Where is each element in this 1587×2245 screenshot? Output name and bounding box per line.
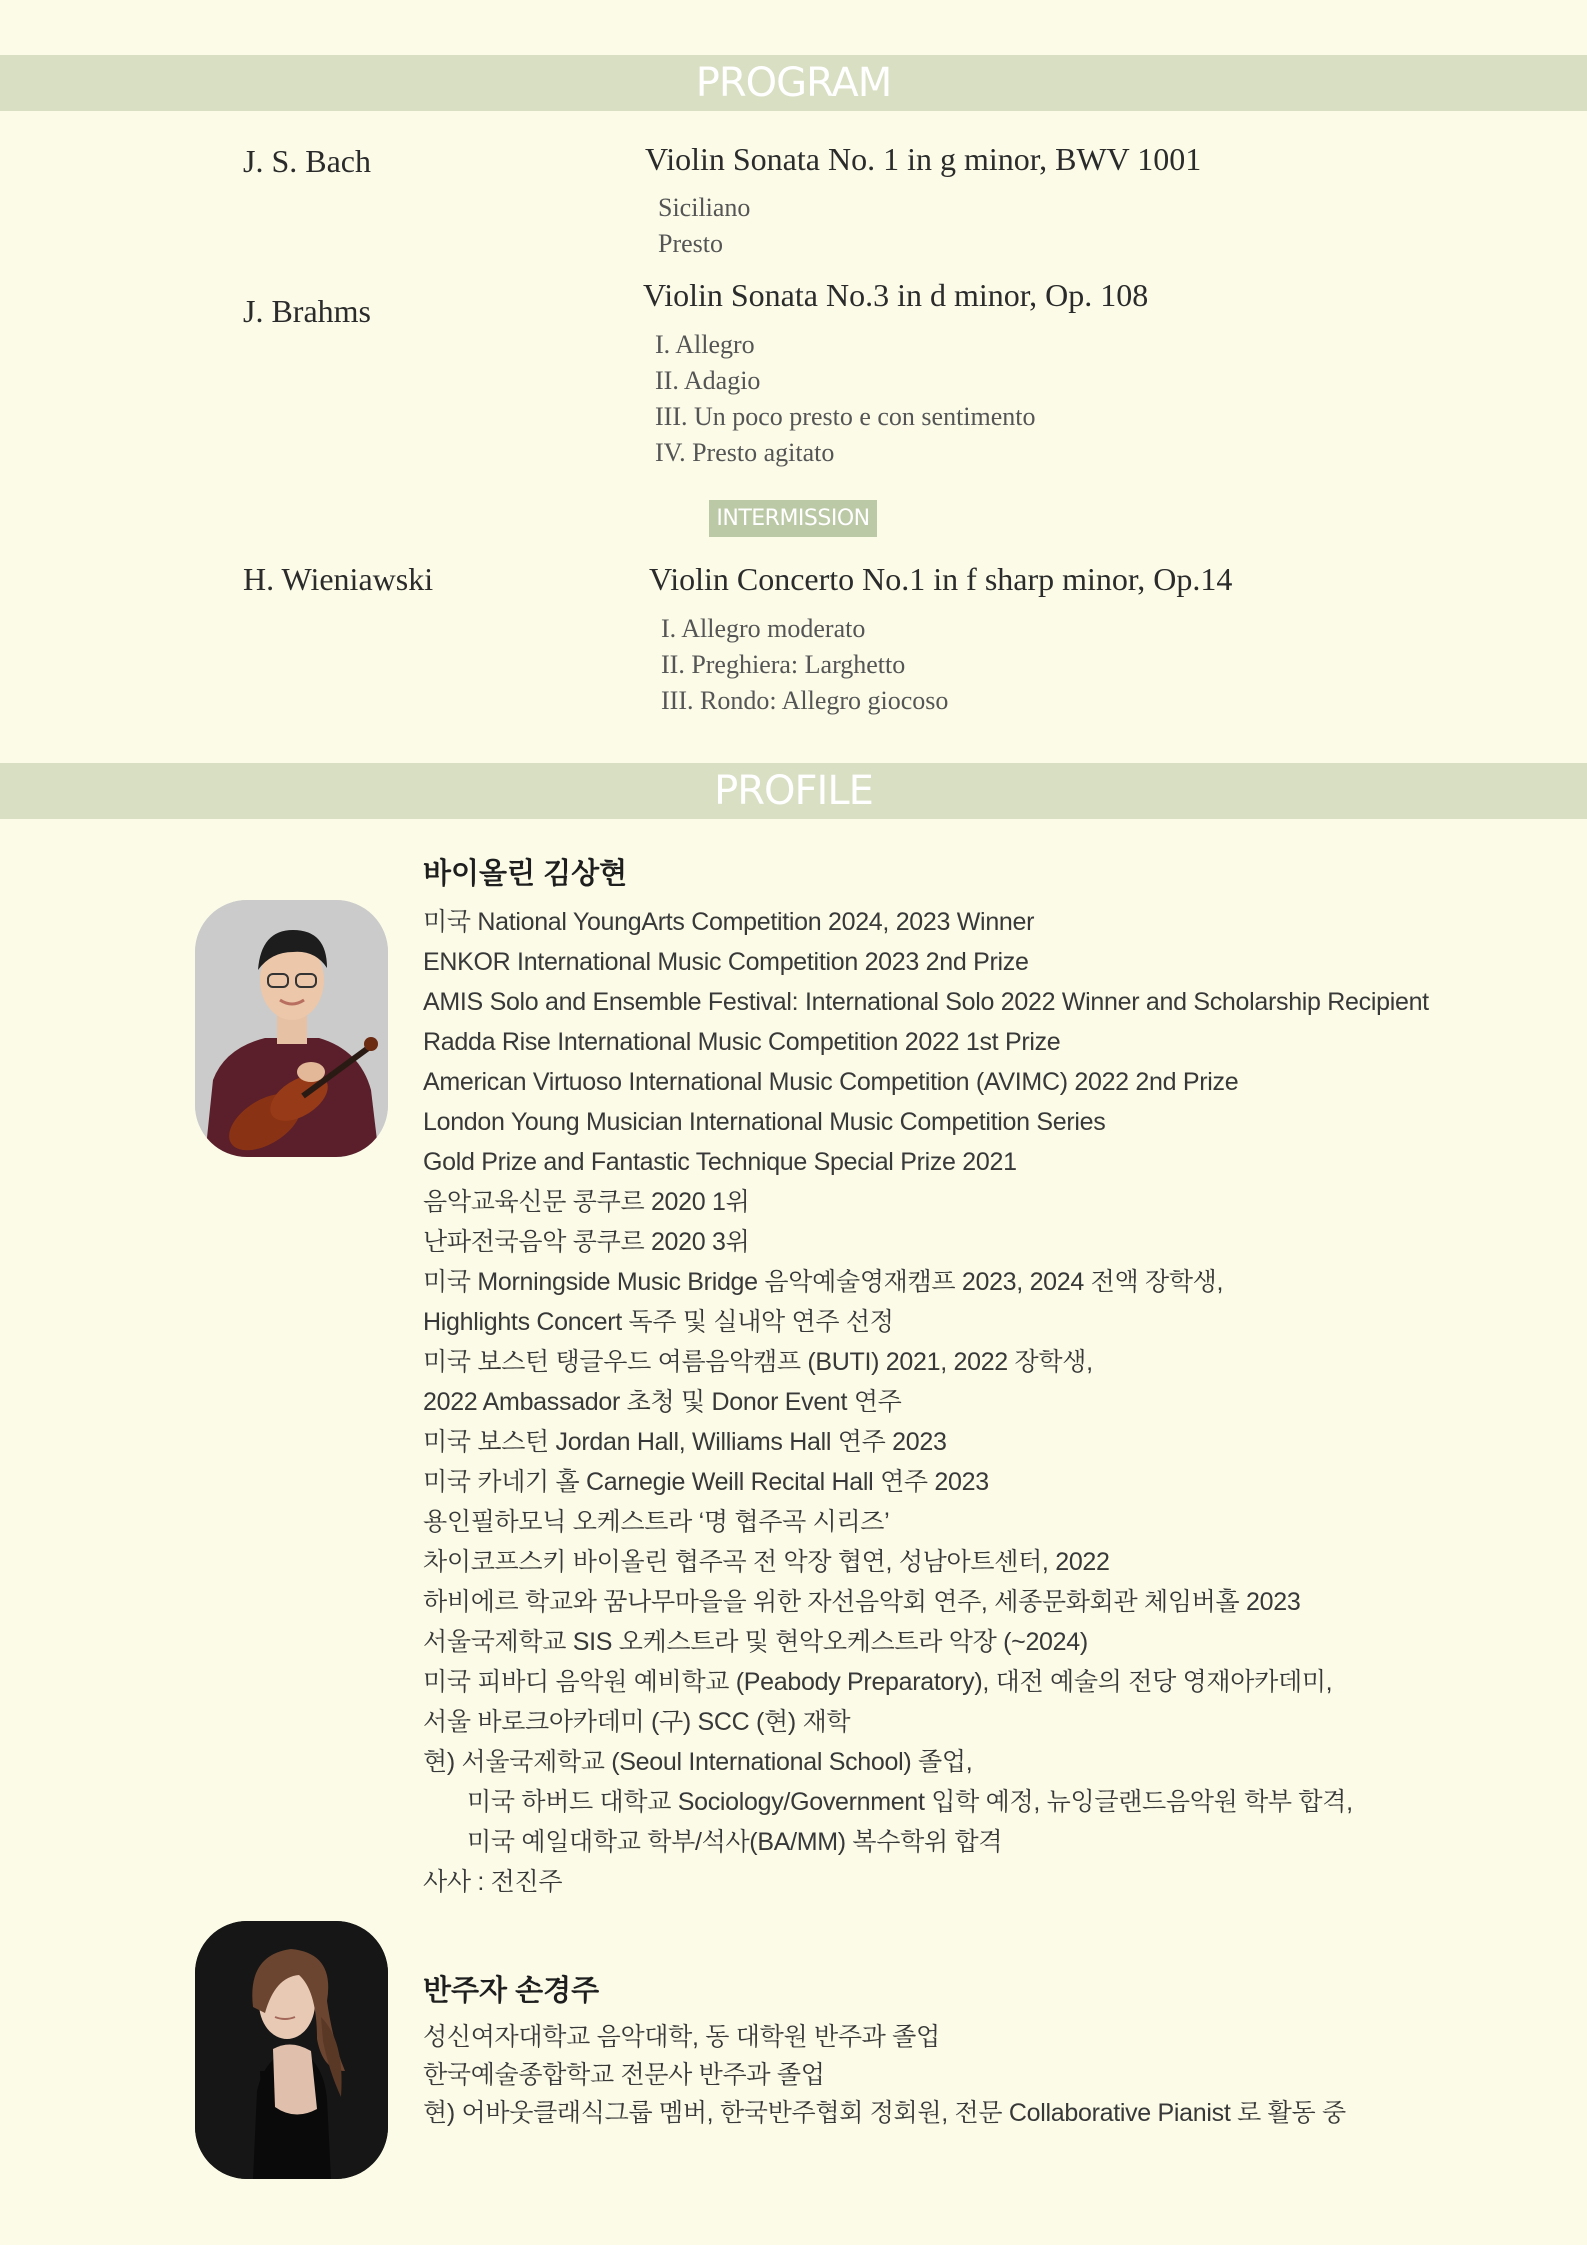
movement-item: III. Un poco presto e con sentimento <box>655 402 1036 431</box>
movement-item: I. Allegro moderato <box>661 614 866 643</box>
profile-line: Radda Rise International Music Competition 2022 1st Prize <box>423 1028 1061 1056</box>
profile-line: Highlights Concert 독주 및 실내악 연주 선정 <box>423 1308 894 1336</box>
profile-line: 미국 하버드 대학교 Sociology/Government 입학 예정, 뉴잉글랜드음악원 학부 합격, <box>467 1788 1353 1816</box>
movements-bach <box>658 190 750 262</box>
work-brahms: Violin Sonata No.3 in d minor, Op. 108 <box>643 277 1149 313</box>
profile-line: 미국 카네기 홀 Carnegie Weill Recital Hall 연주 2023 <box>423 1468 989 1496</box>
composer-wieniawski: H. Wieniawski <box>243 561 434 597</box>
violinist-profile-list <box>423 902 1563 1902</box>
work-bach: Violin Sonata No. 1 in g minor, BWV 1001 <box>645 141 1202 177</box>
movement-item: IV. Presto agitato <box>655 438 835 467</box>
pianist-photo <box>195 1921 388 2179</box>
pianist-portrait-image <box>195 1921 388 2179</box>
movements-wieniawski <box>661 611 948 719</box>
movement-item: II. Preghiera: Larghetto <box>661 650 906 679</box>
profile-line: 미국 피바디 음악원 예비학교 (Peabody Preparatory), 대전 예술의 전당 영재아카데미, <box>423 1668 1333 1696</box>
program-header: PROGRAM <box>0 55 1587 111</box>
profile-line: 현) 서울국제학교 (Seoul International School) 졸업, <box>423 1748 973 1776</box>
profile-header: PROFILE <box>0 763 1587 819</box>
movement-item: Siciliano <box>658 193 751 222</box>
work-wieniawski: Violin Concerto No.1 in f sharp minor, Op.14 <box>649 561 1233 597</box>
profile-line: 미국 National YoungArts Competition 2024, 2023 Winner <box>423 908 1035 936</box>
movements-brahms <box>655 327 1036 471</box>
violinist-portrait-image <box>195 900 388 1157</box>
pianist-name: 반주자 손경주 <box>423 1975 600 2007</box>
composer-bach: J. S. Bach <box>243 143 371 179</box>
profile-line: 음악교육신문 콩쿠르 2020 1위 <box>423 1188 750 1216</box>
profile-line: 용인필하모닉 오케스트라 ‘명 협주곡 시리즈’ <box>423 1508 890 1536</box>
profile-line: 난파전국음악 콩쿠르 2020 3위 <box>423 1228 750 1256</box>
intermission-badge: INTERMISSION <box>709 500 877 537</box>
movement-item: Presto <box>658 229 723 258</box>
movement-item: III. Rondo: Allegro giocoso <box>661 686 949 715</box>
profile-line: London Young Musician International Music Competition Series <box>423 1108 1106 1136</box>
profile-line: 서울국제학교 SIS 오케스트라 및 현악오케스트라 악장 (~2024) <box>423 1628 1088 1656</box>
profile-line: 2022 Ambassador 초청 및 Donor Event 연주 <box>423 1388 902 1416</box>
profile-line: 차이코프스키 바이올린 협주곡 전 악장 협연, 성남아트센터, 2022 <box>423 1548 1110 1576</box>
profile-line: 미국 예일대학교 학부/석사(BA/MM) 복수학위 합격 <box>467 1828 1003 1856</box>
movement-item: II. Adagio <box>655 366 761 395</box>
profile-line: ENKOR International Music Competition 2023 2nd Prize <box>423 948 1029 976</box>
profile-line: 미국 보스턴 Jordan Hall, Williams Hall 연주 2023 <box>423 1428 947 1456</box>
profile-line: 한국예술종합학교 전문사 반주과 졸업 <box>423 2061 825 2089</box>
profile-line: Gold Prize and Fantastic Technique Special Prize 2021 <box>423 1148 1017 1176</box>
profile-line: American Virtuoso International Music Competition (AVIMC) 2022 2nd Prize <box>423 1068 1239 1096</box>
movement-item: I. Allegro <box>655 330 755 359</box>
profile-line: 미국 Morningside Music Bridge 음악예술영재캠프 2023, 2024 전액 장학생, <box>423 1268 1224 1296</box>
profile-line: 미국 보스턴 탱글우드 여름음악캠프 (BUTI) 2021, 2022 장학생, <box>423 1348 1093 1376</box>
profile-line: 현) 어바웃클래식그룹 멤버, 한국반주협회 정회원, 전문 Collaborative Pianist 로 활동 중 <box>423 2099 1346 2127</box>
composer-brahms: J. Brahms <box>243 293 371 329</box>
violinist-photo <box>195 900 388 1157</box>
profile-line: 성신여자대학교 음악대학, 동 대학원 반주과 졸업 <box>423 2023 940 2051</box>
profile-line: 하비에르 학교와 꿈나무마을을 위한 자선음악회 연주, 세종문화회관 체임버홀 2023 <box>423 1588 1301 1616</box>
pianist-profile-list <box>423 2018 1563 2132</box>
profile-line: 사사 : 전진주 <box>423 1868 563 1896</box>
profile-line: AMIS Solo and Ensemble Festival: International Solo 2022 Winner and Scholarship Recipient <box>423 988 1429 1016</box>
profile-line: 서울 바로크아카데미 (구) SCC (현) 재학 <box>423 1708 851 1736</box>
violinist-name: 바이올린 김상현 <box>423 858 628 890</box>
